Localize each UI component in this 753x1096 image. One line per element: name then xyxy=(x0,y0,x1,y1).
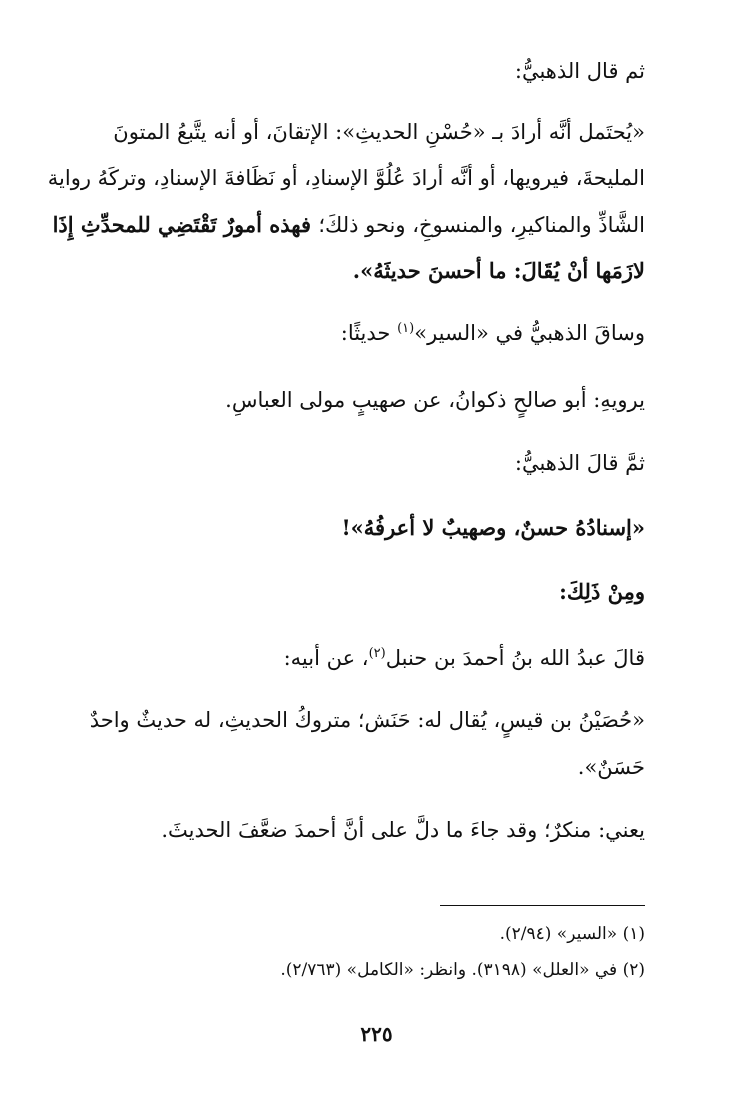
page-number: ٢٢٥ xyxy=(360,1022,393,1046)
para-narrator: يرويهِ: أبو صالحٍ ذكوانُ، عن صهيبٍ مولى العباسِ. xyxy=(225,388,645,412)
heading-then-dhahabi-said: ثمَّ قالَ الذهبيُّ: xyxy=(514,451,645,475)
para-munkar: يعني: منكرٌ؛ وقد جاءَ ما دلَّ على أنَّ أحمدَ ضعَّفَ الحديثَ. xyxy=(161,818,645,842)
quote3-line1: «حُصَيْنُ بن قيسٍ، يُقال له: حَنَش؛ متروكُ الحديثِ، له حديثٌ واحدٌ xyxy=(89,708,645,732)
quote1-line3-bold: فهذه أمورٌ تَقْتَضِي للمحدِّثِ إِذَا xyxy=(52,212,319,237)
quote1-line3 xyxy=(52,210,645,240)
quote1-line1: «يُحتَمل أنَّه أرادَ بـ «حُسْنِ الحديثِ»: الإتقانَ، أو أنه يتَّبعُ المتونَ xyxy=(113,120,645,144)
para-abdullah-ibn-ahmad xyxy=(118,643,645,673)
para2-after: حديثًا: xyxy=(340,321,398,345)
footnote-1: (١) «السير» (٢/٩٤). xyxy=(499,924,645,944)
para4-after: ، عن أبيه: xyxy=(283,646,369,670)
heading-and-from-that: ومِنْ ذَلِكَ: xyxy=(559,579,645,604)
footnote-2: (٢) في «العلل» (٣١٩٨). وانظر: «الكامل» (٢/٧٦٣). xyxy=(280,960,645,980)
footnote-marker-1: (١) xyxy=(397,321,415,336)
para4-before: قالَ عبدُ الله بنُ أحمدَ بن حنبل xyxy=(385,646,645,670)
para2-before: وساقَ الذهبيُّ في «السير» xyxy=(414,321,645,345)
quote3-line2: حَسَنٌ». xyxy=(577,755,645,779)
quote1-line2: المليحةَ، فيرويها، أو أنَّه أرادَ عُلُوَّ الإسنادِ، أو نَظَافةَ الإسنادِ، وتركَهُ رواية xyxy=(47,166,645,190)
quote-isnad-hasan: «إسنادُهُ حسنٌ، وصهيبٌ لا أعرفُهُ»! xyxy=(341,515,645,540)
quote1-line4: لازَمَها أنْ يُقَالَ: ما أحسنَ حديثَهُ». xyxy=(352,258,645,283)
para-siyar-hadith xyxy=(118,318,645,348)
quote1-line3-normal: الشَّاذِّ والمناكيرِ، والمنسوخِ، ونحو ذلكَ؛ xyxy=(318,213,645,237)
footnote-divider xyxy=(440,905,645,906)
footnote-marker-2: (٢) xyxy=(368,646,386,661)
heading-dhahabi-said: ثم قال الذهبيُّ: xyxy=(514,59,645,83)
